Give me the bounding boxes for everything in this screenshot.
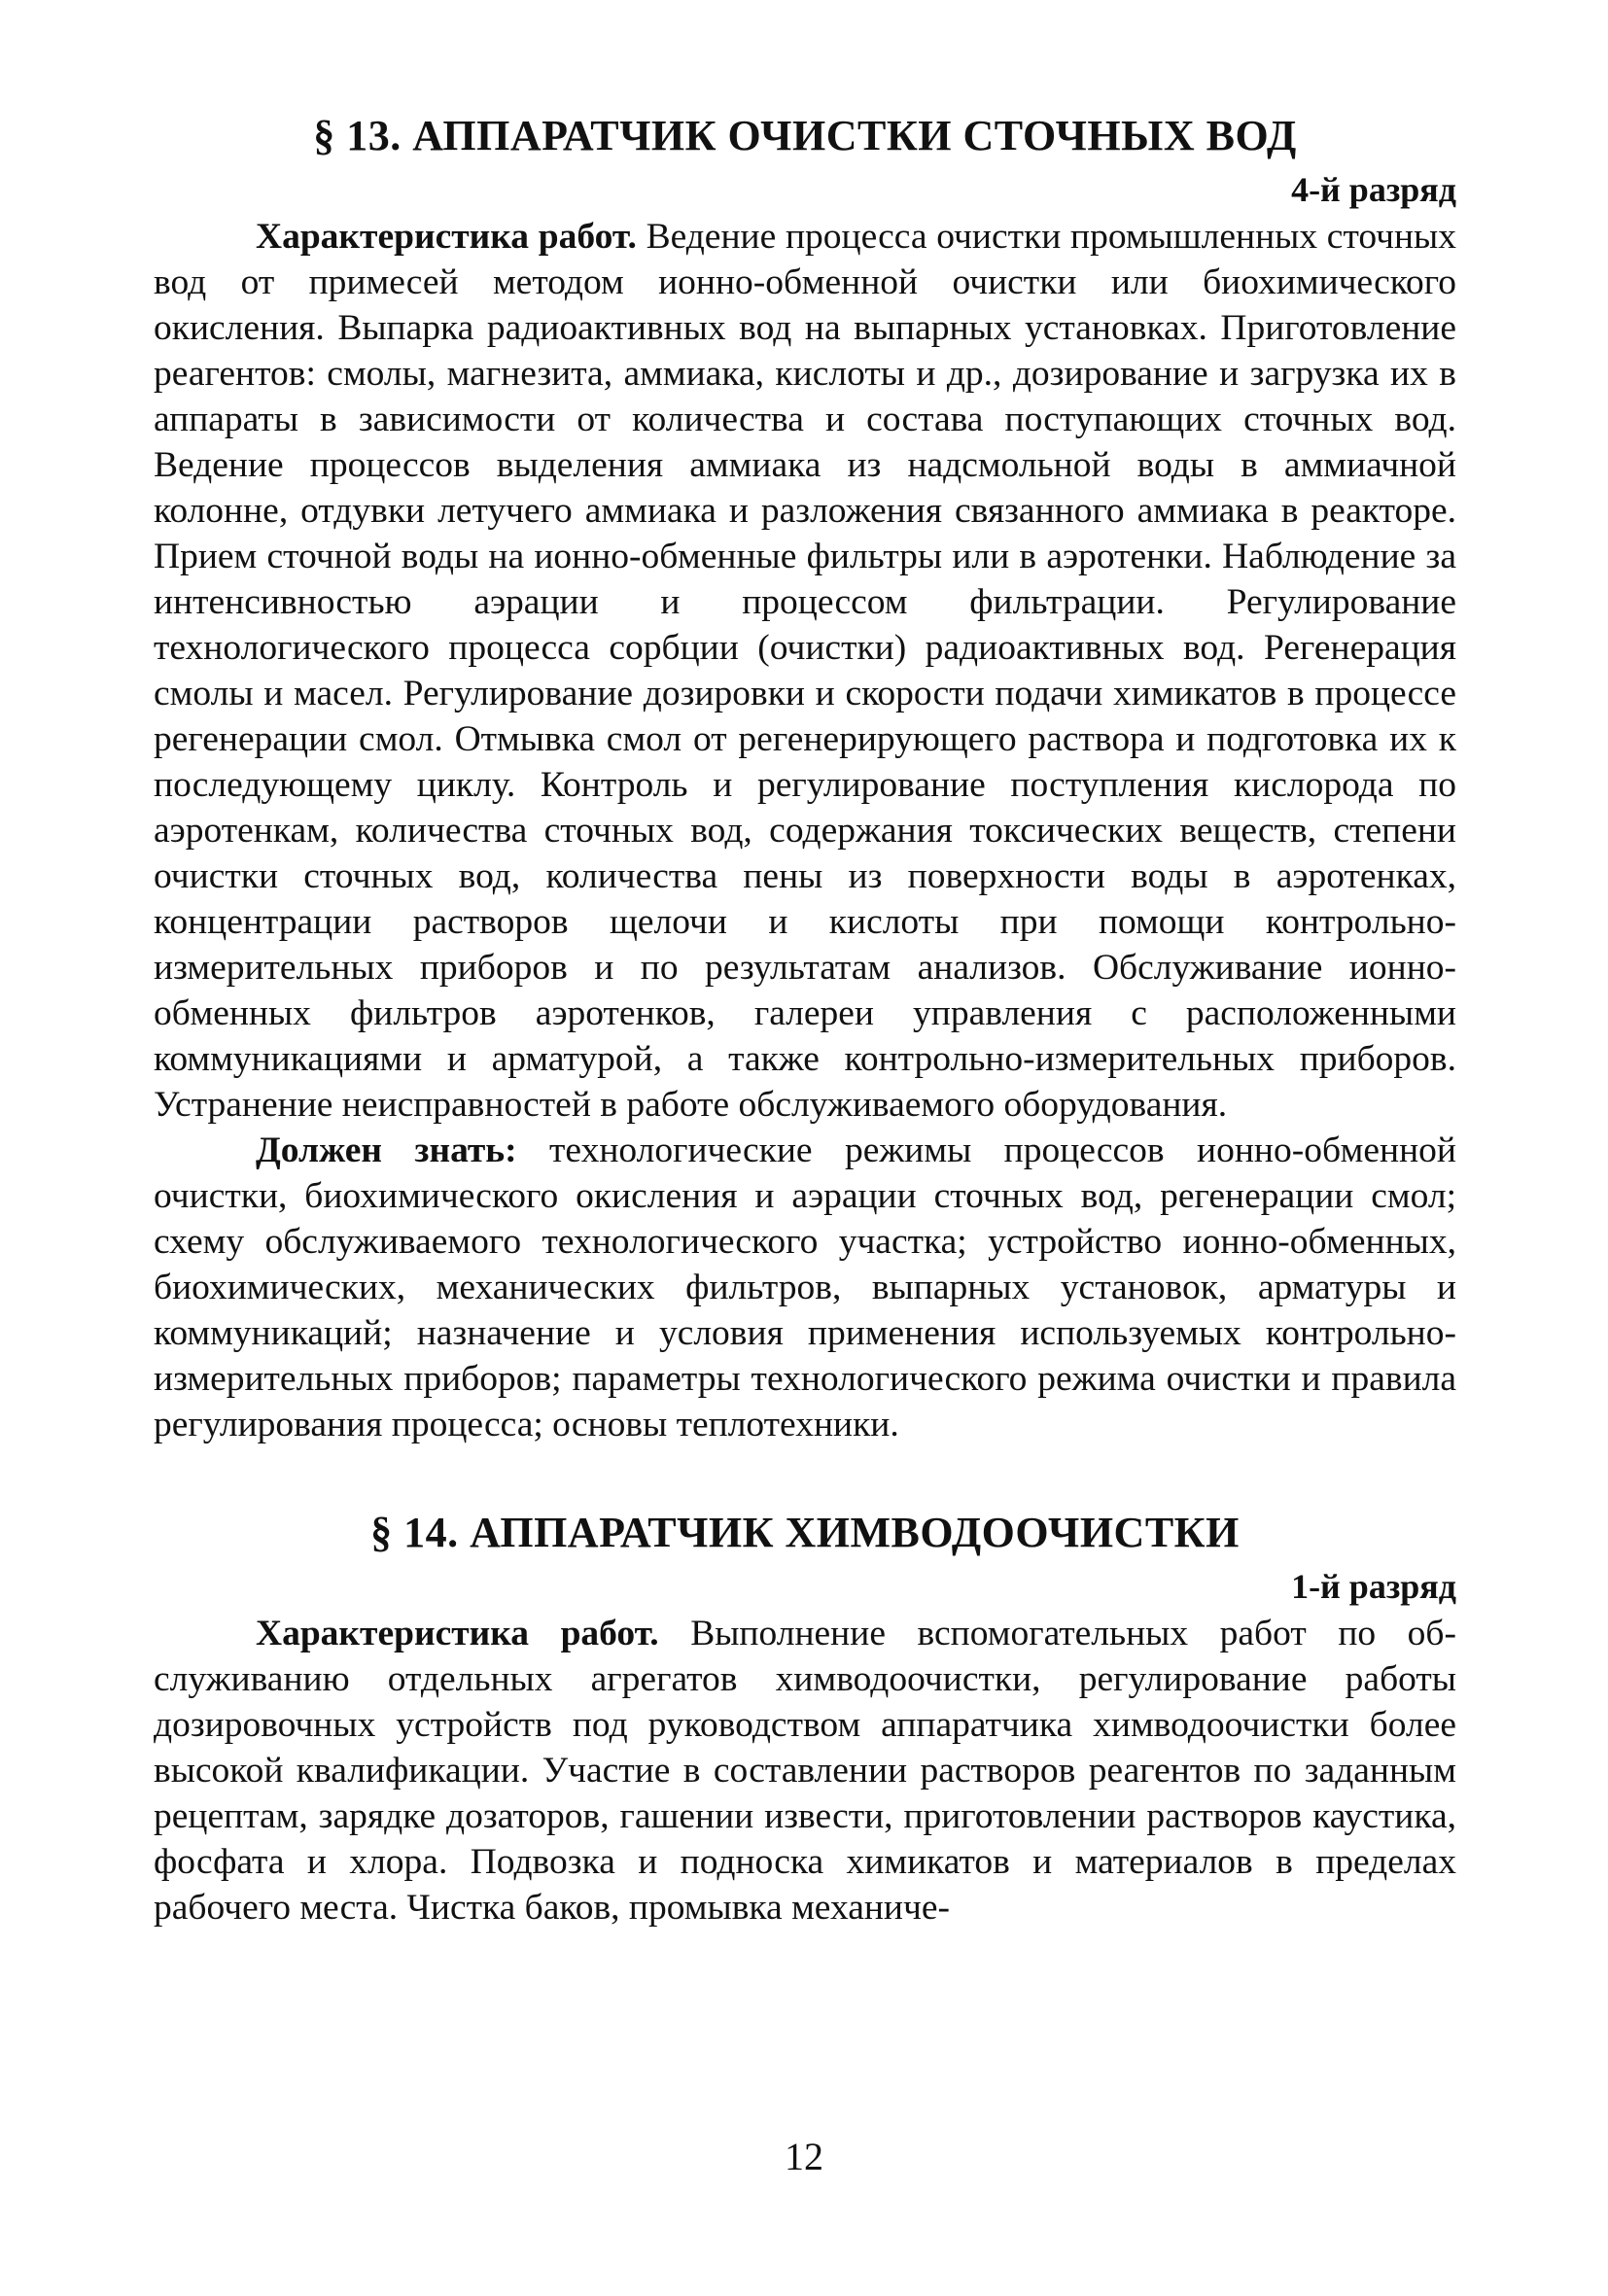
- section-13-title: § 13. АППАРАТЧИК ОЧИСТКИ СТОЧНЫХ ВОД: [313, 112, 1297, 159]
- section-14-work-paragraph: [154, 1611, 1456, 1931]
- section-13-knowledge-lead: Должен знать:: [256, 1131, 517, 1170]
- section-14-work-text: Выполнение вспомогательных работ по обслуживанию отдельных агрегатов химводоочистки, регулирование работы дозировочных устройств под руководством аппаратчика химводоочистки более высокой квалификации. Участие в составлении растворов реагентов по заданным рецептам, зарядке дозаторов, гашении извести, приготовлении растворов каустика, фосфата и хлора. Подвозка и подноска химикатов и материалов в пределах рабочего места. Чистка баков, промывка механиче-: [154, 1614, 1457, 1928]
- document-page: [154, 107, 1456, 1931]
- section-spacer: [154, 1447, 1456, 1504]
- section-14-grade: 1-й разряд: [1291, 1567, 1456, 1606]
- section-13-work-paragraph: [154, 214, 1456, 1128]
- page-number: 12: [785, 2135, 823, 2178]
- section-13-work-text: Ведение процесса очистки промышленных сточных вод от примесей методом ионно-обменной очистки или биохимического окисления. Выпарка радиоактивных вод на выпарных установках. Приготовление реагентов: смолы, магнезита, аммиака, кислоты и др., дозирование и загрузка их в аппараты в зависимости от количества и состава поступающих сточных вод. Ведение процессов выделения аммиака из надсмольной воды в аммиачной колонне, отдувки летучего аммиака и разложения связанного аммиака в реакторе. Прием сточной воды на ионно-обменные фильтры или в аэротенки. Наблюдение за интенсивностью аэрации и процессом фильтрации. Регулирование технологического процесса сорбции (очистки) радиоактивных вод. Регенерация смолы и масел. Регулирование дозировки и скорости подачи химикатов в процессе регенерации смол. Отмывка смол от регенерирующего раствора и подготовка их к последующему циклу. Контроль и регулирование поступления кислорода по аэротенкам, количества сточных вод, содержания токсических веществ, степени очистки сточных вод, количества пены из поверхности воды в аэротенках, концентрации растворов щелочи и кислоты при помощи контрольно-измерительных приборов и по результатам анализов. Обслуживание ионно-обменных фильтров аэротенков, галереи управления с расположенными коммуникациями и арматурой, а также контрольно-измерительных приборов. Устранение неисправностей в работе обслуживаемого оборудования.: [154, 217, 1457, 1125]
- section-13-grade: 4-й разряд: [1291, 170, 1456, 209]
- section-13-knowledge-text: технологические режимы процессов ионно-обменной очистки, биохимического окисления и аэрации сточных вод, регенерации смол; схему обслуживаемого технологического участка; устройство ионно-обменных, биохимических, механических фильтров, выпарных установок, арматуры и коммуникаций; назначение и условия применения используемых контрольно-измерительных приборов; параметры технологического режима очистки и правила регулирования процесса; основы теплотехники.: [154, 1131, 1456, 1444]
- section-14-title: § 14. АППАРАТЧИК ХИМВОДООЧИСТКИ: [370, 1509, 1240, 1556]
- section-13-knowledge-paragraph: [154, 1128, 1456, 1447]
- section-13-work-lead: Характеристика работ.: [256, 217, 637, 257]
- section-14-work-lead: Характеристика работ.: [256, 1614, 659, 1653]
